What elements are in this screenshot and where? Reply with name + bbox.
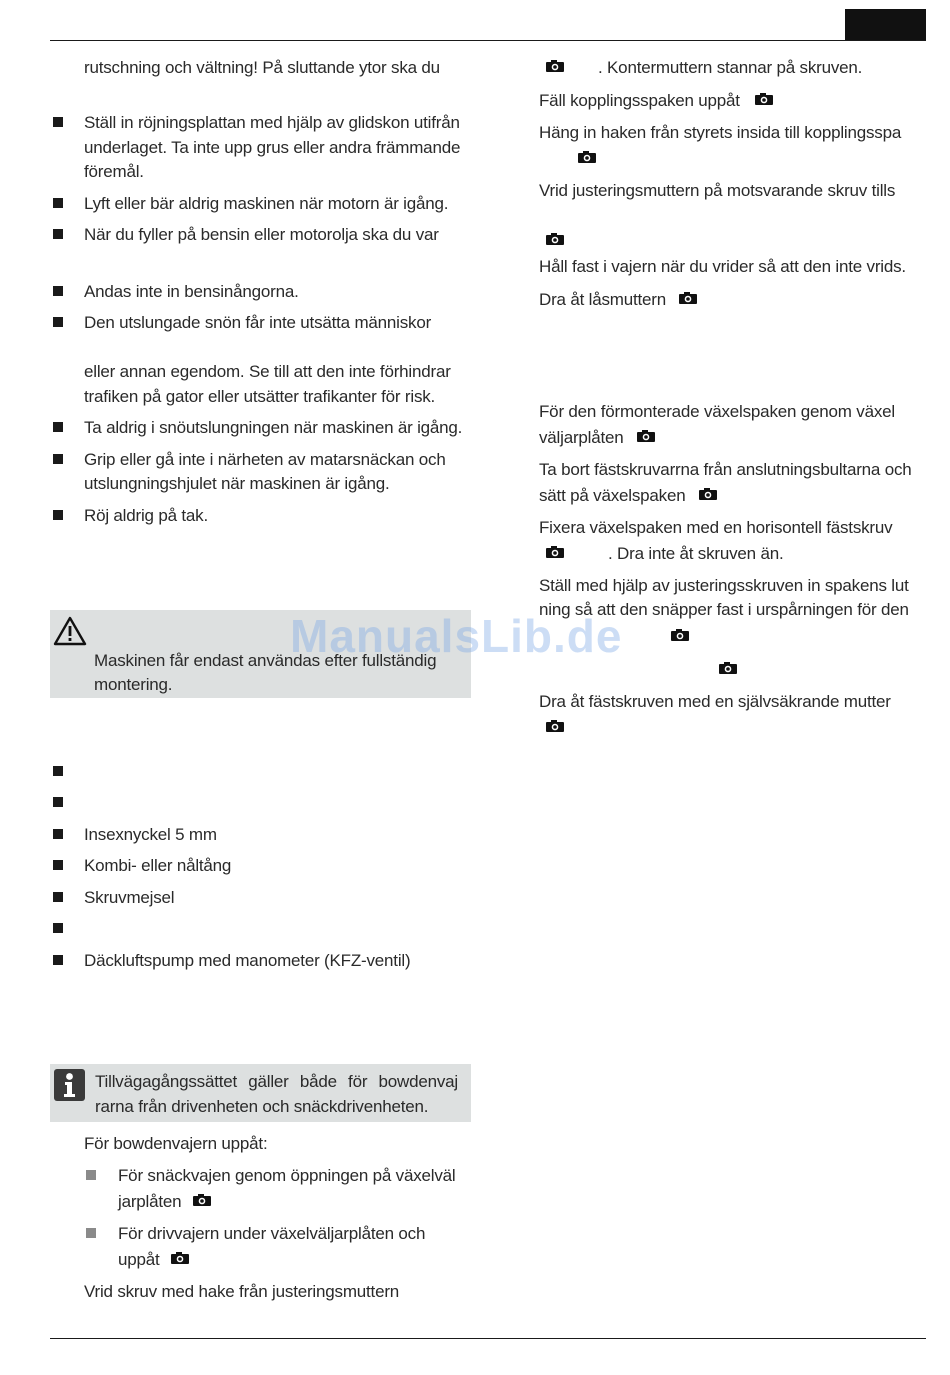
camera-icon	[719, 662, 737, 674]
bullet-square	[53, 955, 63, 965]
camera-icon	[171, 1252, 189, 1264]
bowden-item-1-line-1: För snäckvajen genom öppningen på växelväl	[118, 1166, 456, 1185]
right-line-3: Häng in haken från styrets insida till kopplingsspa	[539, 123, 902, 142]
safety-item-3: När du fyller på bensin eller motorolja ska du var	[84, 225, 439, 244]
safety-item-1-line-3: föremål.	[84, 162, 144, 181]
safety-item-5-line-2: eller annan egendom. Se till att den inte förhindrar	[84, 362, 451, 381]
camera-icon	[546, 60, 564, 72]
bullet-square	[53, 317, 63, 327]
bowden-item-2-line-1: För drivvajern under växelväljarplåten och	[118, 1224, 426, 1243]
tool-item-7: Däckluftspump med manometer (KFZ-ventil)	[84, 951, 411, 970]
info-text-line-2: rarna från drivenheten och snäckdrivenheten.	[95, 1097, 429, 1116]
page-number-tab	[845, 9, 926, 40]
bullet-square	[53, 422, 63, 432]
right-line-9: Ta bort fästskruvarrna från anslutningsbultarna och	[539, 460, 912, 479]
info-text-line-1: Tillvägagångssättet gäller både för bowdenvaj	[95, 1072, 458, 1091]
camera-icon	[193, 1194, 211, 1206]
bullet-square-grey	[86, 1170, 96, 1180]
camera-icon	[699, 488, 717, 500]
bullet-square	[53, 286, 63, 296]
header-rule	[50, 40, 926, 41]
right-line-5: Håll fast i vajern när du vrider så att den inte vrids.	[539, 257, 906, 276]
tool-item-3: Insexnyckel 5 mm	[84, 825, 217, 844]
camera-icon	[578, 151, 596, 163]
right-line-4: Vrid justeringsmuttern på motsvarande skruv tills	[539, 181, 896, 200]
safety-item-1-line-1: Ställ in röjningsplattan med hjälp av glidskon utifrån	[84, 113, 460, 132]
camera-icon	[755, 93, 773, 105]
safety-item-8: Röj aldrig på tak.	[84, 506, 208, 525]
camera-icon	[679, 292, 697, 304]
camera-icon	[546, 546, 564, 558]
right-line-14: ning så att den snäpper fast i urspårningen för den	[539, 600, 909, 619]
safety-item-1-line-2: underlaget. Ta inte upp grus eller andra främmande	[84, 138, 461, 157]
tool-item-5: Skruvmejsel	[84, 888, 175, 907]
camera-icon	[546, 233, 564, 245]
right-line-2: Fäll kopplingsspaken uppåt	[539, 91, 740, 110]
footer-rule	[50, 1338, 926, 1339]
right-line-12: . Dra inte åt skruven än.	[608, 544, 784, 563]
bowden-item-1-line-2: jarplåten	[118, 1192, 182, 1211]
camera-icon	[546, 720, 564, 732]
right-line-10: sätt på växelspaken	[539, 486, 686, 505]
bullet-square	[53, 766, 63, 776]
bullet-square	[53, 117, 63, 127]
right-line-13: Ställ med hjälp av justeringsskruven in spakens lut	[539, 576, 909, 595]
safety-item-5-line-3: trafiken på gator eller utsätter trafikanter för risk.	[84, 387, 436, 406]
bullet-square	[53, 923, 63, 933]
watermark: ManualsLib.de	[290, 610, 623, 662]
bowden-final-line: Vrid skruv med hake från justeringsmuttern	[84, 1282, 400, 1301]
warning-triangle-icon	[53, 616, 87, 646]
right-line-1: . Kontermuttern stannar på skruven.	[598, 58, 863, 77]
bullet-square	[53, 829, 63, 839]
bowden-intro: För bowdenvajern uppåt:	[84, 1134, 268, 1153]
camera-icon	[671, 629, 689, 641]
safety-item-6: Ta aldrig i snöutslungningen när maskinen är igång.	[84, 418, 463, 437]
right-line-8: väljarplåten	[539, 428, 624, 447]
bullet-square	[53, 510, 63, 520]
bullet-square	[53, 198, 63, 208]
intro-line: rutschning och vältning! På sluttande ytor ska du	[84, 58, 440, 77]
bullet-square	[53, 797, 63, 807]
bullet-square	[53, 229, 63, 239]
right-line-11: Fixera växelspaken med en horisontell fästskruv	[539, 518, 893, 537]
right-line-6: Dra åt låsmuttern	[539, 290, 666, 309]
bullet-square	[53, 860, 63, 870]
warning-text-line-1: Maskinen får endast användas efter fullständig	[94, 651, 437, 670]
tool-item-4: Kombi- eller nåltång	[84, 856, 232, 875]
bullet-square-grey	[86, 1228, 96, 1238]
camera-icon	[637, 430, 655, 442]
safety-item-7-line-2: utslungningshjulet när maskinen är igång.	[84, 474, 390, 493]
bowden-item-2-line-2: uppåt	[118, 1250, 160, 1269]
bullet-square	[53, 454, 63, 464]
safety-item-2: Lyft eller bär aldrig maskinen när motorn är igång.	[84, 194, 449, 213]
right-line-15: Dra åt fästskruven med en självsäkrande mutter	[539, 692, 891, 711]
bullet-square	[53, 892, 63, 902]
warning-text-line-2: montering.	[94, 675, 173, 694]
safety-item-4: Andas inte in bensinångorna.	[84, 282, 299, 301]
safety-item-7-line-1: Grip eller gå inte i närheten av matarsnäckan och	[84, 450, 446, 469]
safety-item-5-line-1: Den utslungade snön får inte utsätta människor	[84, 313, 432, 332]
right-line-7: För den förmonterade växelspaken genom växel	[539, 402, 895, 421]
info-icon	[54, 1069, 85, 1101]
